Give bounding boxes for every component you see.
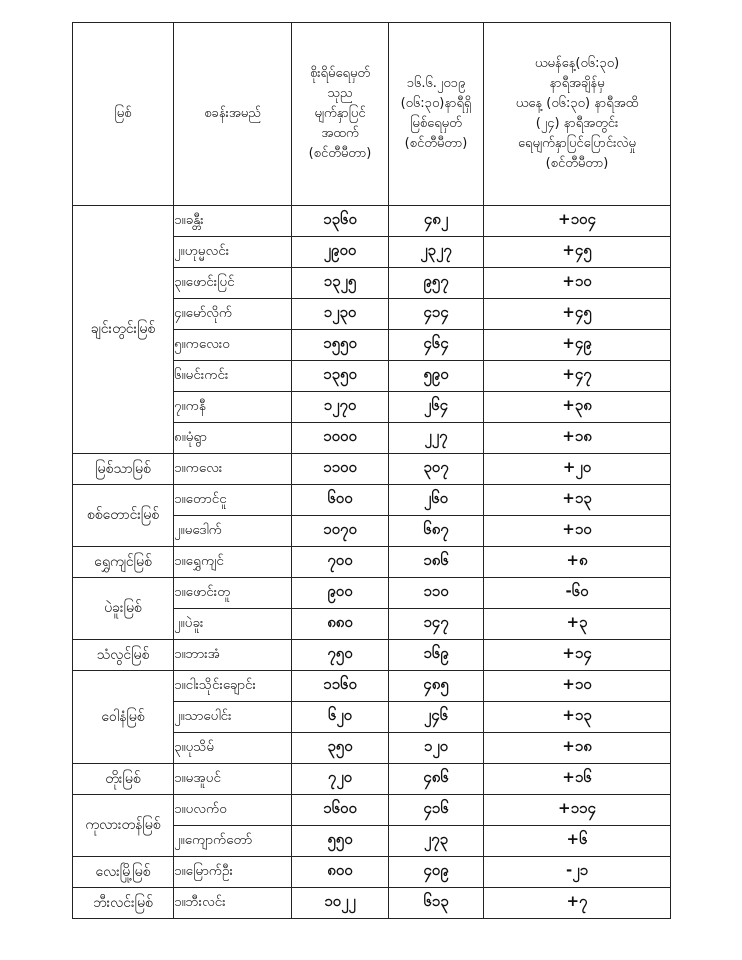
danger-level-value: ၂၉၀၀ [292,237,389,268]
change-value: +၃၈ [484,392,671,423]
danger-level-value: ၁၃၂၅ [292,268,389,299]
station-name: ၆။မင်းကင်း [174,361,292,392]
water-level-value: ၄၈၆ [389,764,484,795]
change-value: +၃ [484,609,671,640]
river-name: သံလွင်မြစ် [73,640,174,671]
water-level-value: ၁၄၇ [389,609,484,640]
danger-level-value: ၁၁၀၀ [292,454,389,485]
water-level-value: ၄၈၂ [389,206,484,237]
water-level-value: ၁၂၀ [389,733,484,764]
river-name: ချင်းတွင်းမြစ် [73,206,174,454]
danger-level-value: ၁၀၇၀ [292,516,389,547]
danger-level-value: ၇၅၀ [292,640,389,671]
station-name: ၂။မဒေါက် [174,516,292,547]
table-row [73,454,671,485]
water-level-value: ၄၁၄ [389,299,484,330]
station-name: ၁။ဘီးလင်း [174,888,292,919]
water-level-value: ၂၆၄ [389,392,484,423]
table-row [73,857,671,888]
change-value: +၄၉ [484,330,671,361]
station-name: ၂။ဟုမ္မလင်း [174,237,292,268]
change-value: +၄၅ [484,237,671,268]
river-name: တိုးမြစ် [73,764,174,795]
table-row [73,547,671,578]
danger-level-value: ၁၀၂၂ [292,888,389,919]
danger-level-value: ၅၅၀ [292,826,389,857]
danger-level-value: ၇၂၀ [292,764,389,795]
table-row [73,485,671,516]
danger-level-value: ၁၃၅၀ [292,361,389,392]
river-water-level-table [72,22,671,919]
table-row [73,888,671,919]
river-name: ဝေါနံမြစ် [73,671,174,764]
table-row [73,578,671,609]
station-name: ၁။ပလက်ဝ [174,795,292,826]
danger-level-value: ၆၂၀ [292,702,389,733]
water-level-value: ၁၆၉ [389,640,484,671]
change-value: +၁၃ [484,485,671,516]
water-level-value: ၆၁၃ [389,888,484,919]
water-level-value: ၂၃၂၇ [389,237,484,268]
river-name: ကုလားတန်မြစ် [73,795,174,857]
danger-level-value: ၁၁၆၀ [292,671,389,702]
river-name: ဘီးလင်းမြစ် [73,888,174,919]
danger-level-value: ၁၅၅၀ [292,330,389,361]
change-value: +၇ [484,888,671,919]
change-value: +၁၃ [484,702,671,733]
station-name: ၂။ကျောက်တော် [174,826,292,857]
station-name: ၈။မုံရွာ [174,423,292,454]
danger-level-value: ၁၆၀၀ [292,795,389,826]
change-value: +၁၀ [484,516,671,547]
river-name: စစ်တောင်းမြစ် [73,485,174,547]
station-name: ၁။ဖောင်းတူ [174,578,292,609]
change-value: +၁၀၄ [484,206,671,237]
change-value: +၁၀ [484,268,671,299]
header-water-level: ၁၆.၆.၂၀၁၉ (၀၆:၃၀)နာရီရှိ မြစ်ရေမှတ် (စင်တီမီတာ) [389,23,484,206]
table-row [73,671,671,702]
change-value: +၁၄ [484,640,671,671]
water-level-value: ၅၉၀ [389,361,484,392]
danger-level-value: ၁၃၆၀ [292,206,389,237]
change-value: +၁၀ [484,671,671,702]
header-river: မြစ် [73,23,174,206]
danger-level-value: ၇၀၀ [292,547,389,578]
change-value: +၆ [484,826,671,857]
danger-level-value: ၈၈၀ [292,609,389,640]
river-name: မြစ်သာမြစ် [73,454,174,485]
station-name: ၁။ကလေး [174,454,292,485]
table-row [73,206,671,237]
header-change: ယမန်နေ့(၀၆:၃၀) နာရီအချိန်မှ ယနေ့ (၀၆:၃၀) နာရီအထိ (၂၄) နာရီအတွင်း ရေမျက်နှာပြင်ပြောင်းလဲမှု (စင်တီမီတာ) [484,23,671,206]
station-name: ၁။ရွှေကျင် [174,547,292,578]
danger-level-value: ၁၂၇၀ [292,392,389,423]
header-station: စခန်းအမည် [174,23,292,206]
water-level-value: ၉၅၇ [389,268,484,299]
danger-level-value: ၆၀၀ [292,485,389,516]
change-value: +၁၈ [484,423,671,454]
station-name: ၁။ဘားအံ [174,640,292,671]
water-level-value: ၂၂၇ [389,423,484,454]
water-level-value: ၂၇၃ [389,826,484,857]
water-level-value: ၂၆၀ [389,485,484,516]
change-value: -၂၁ [484,857,671,888]
water-level-value: ၄၁၆ [389,795,484,826]
river-name: ရွှေကျင်မြစ် [73,547,174,578]
water-level-value: ၄၈၅ [389,671,484,702]
change-value: +၁၈ [484,733,671,764]
station-name: ၄။မော်လိုက် [174,299,292,330]
station-name: ၂။သာပေါင်း [174,702,292,733]
danger-level-value: ၁၀၀၀ [292,423,389,454]
station-name: ၅။ကလေးဝ [174,330,292,361]
table-body [73,206,671,919]
river-name: လေးမြို့မြစ် [73,857,174,888]
header-danger-level: စိုးရိမ်ရေမှတ် သုည မျက်နှာပြင် အထက် (စင်တီမီတာ) [292,23,389,206]
station-name: ၂။ပဲခူး [174,609,292,640]
station-name: ၁။မြောက်ဦး [174,857,292,888]
change-value: +၁၁၄ [484,795,671,826]
water-level-value: ၂၄၆ [389,702,484,733]
header-row [73,23,671,206]
station-name: ၁။ခန္တီး [174,206,292,237]
change-value: +၄၇ [484,361,671,392]
change-value: -၆၀ [484,578,671,609]
station-name: ၃။ဖောင်းပြင် [174,268,292,299]
water-level-value: ၆၈၇ [389,516,484,547]
change-value: +၁၆ [484,764,671,795]
river-name: ပဲခူးမြစ် [73,578,174,640]
table-row [73,795,671,826]
water-level-value: ၄၀၉ [389,857,484,888]
danger-level-value: ၁၂၃၀ [292,299,389,330]
change-value: +၈ [484,547,671,578]
water-level-value: ၃၀၇ [389,454,484,485]
danger-level-value: ၉၀၀ [292,578,389,609]
water-level-value: ၁၈၆ [389,547,484,578]
station-name: ၃။ပုသိမ် [174,733,292,764]
station-name: ၁။ငါးသိုင်းချောင်း [174,671,292,702]
change-value: +၂၀ [484,454,671,485]
table-row [73,764,671,795]
danger-level-value: ၈၀၀ [292,857,389,888]
danger-level-value: ၃၅၀ [292,733,389,764]
table-row [73,640,671,671]
water-level-value: ၁၁၀ [389,578,484,609]
station-name: ၇။ကနီ [174,392,292,423]
station-name: ၁။မအူပင် [174,764,292,795]
change-value: +၄၅ [484,299,671,330]
water-level-value: ၄၆၄ [389,330,484,361]
station-name: ၁။တောင်ငူ [174,485,292,516]
